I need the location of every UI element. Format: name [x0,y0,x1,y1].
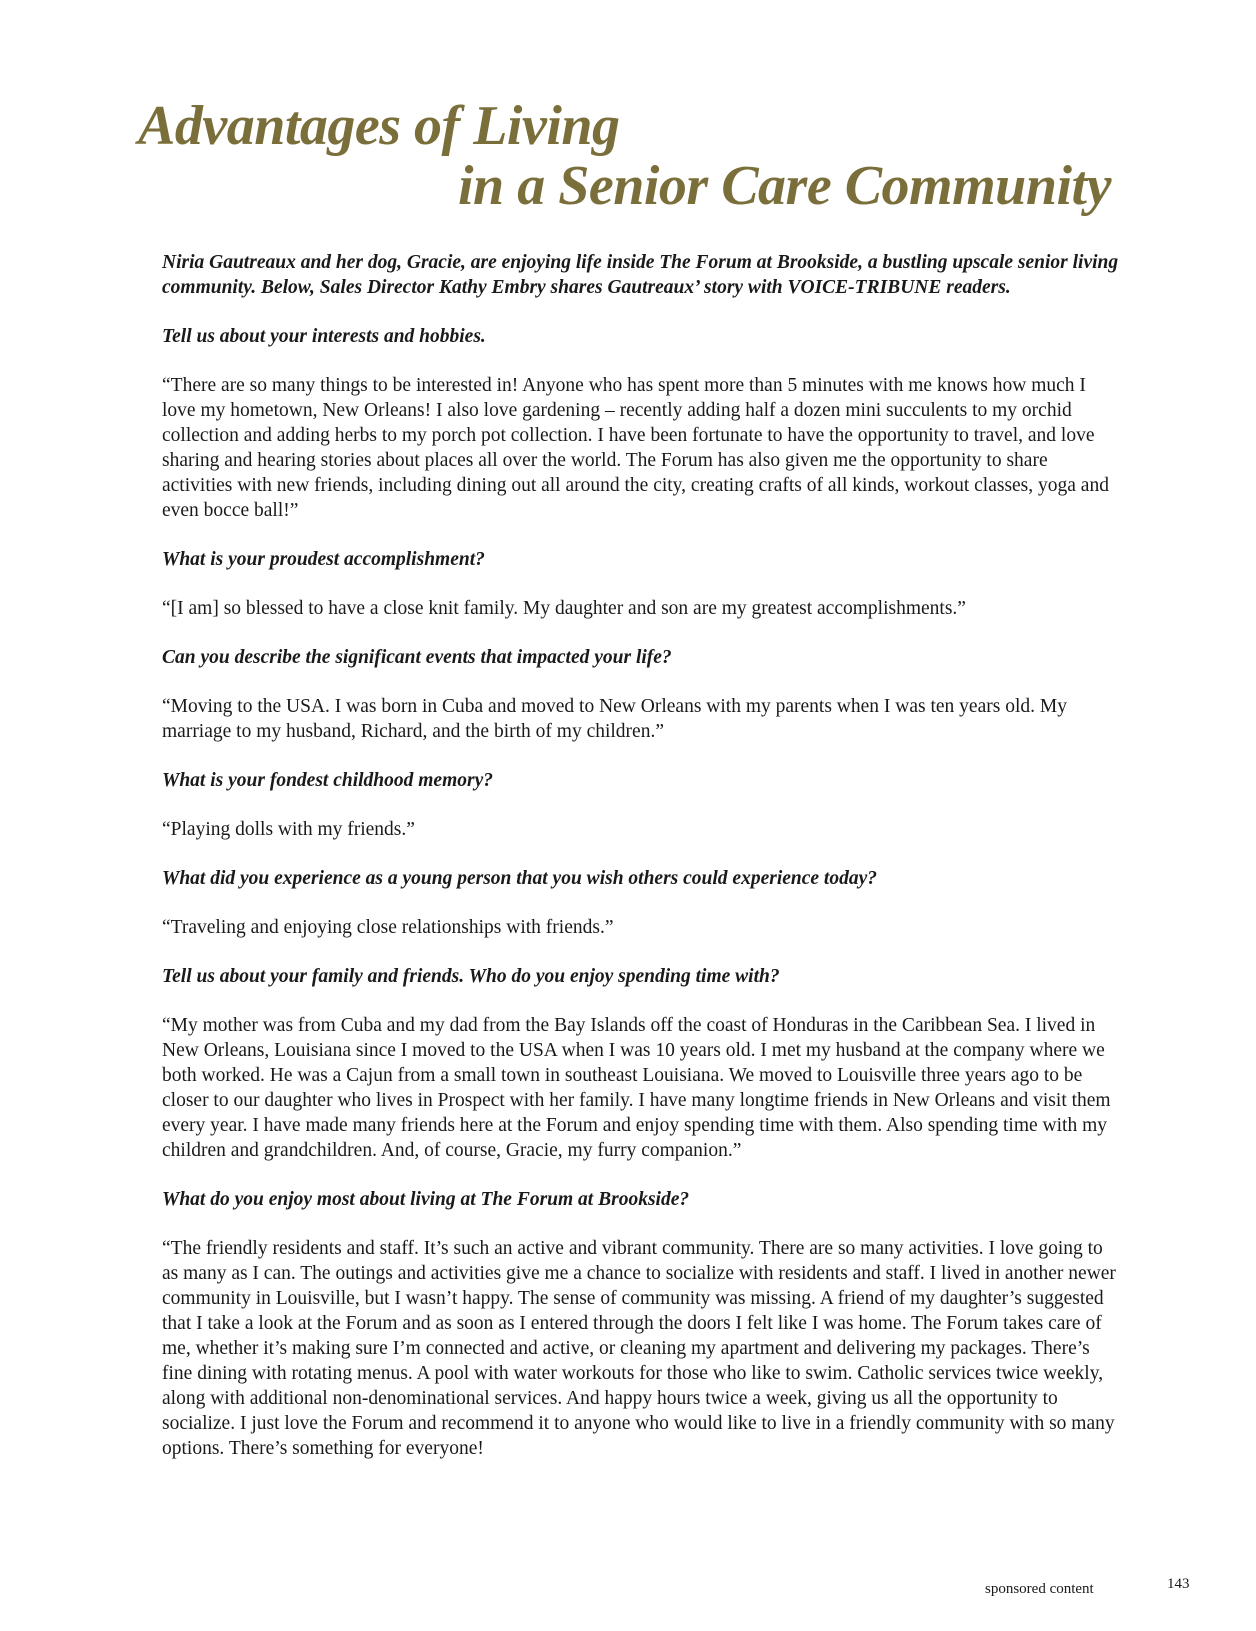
question-3: Can you describe the significant events that impacted your life? [162,647,672,668]
question-7: What do you enjoy most about living at The Forum at Brookside? [162,1189,690,1210]
question-5: What did you experience as a young person that you wish others could experience today? [162,868,878,889]
page-number: 143 [1167,1576,1190,1592]
answer-6: “My mother was from Cuba and my dad from the Bay Islands off the coast of Honduras in the Caribbean Sea. I lived in New Orleans, Louisiana since I moved to the USA when I was 10 years old. I met my husband at the company where we both worked. He was a Cajun from a small town in southeast Louisiana. We moved to Louisville three years ago to be closer to our daughter who lives in Prospect with her family. I have many longtime friends in New Orleans and visit them every year. I have made many friends here at the Forum and enjoy spending time with them. Also spending time with my children and grandchildren. And, of course, Gracie, my furry companion.” [162,1015,1111,1161]
question-4: What is your fondest childhood memory? [162,770,493,791]
intro-paragraph: Niria Gautreaux and her dog, Gracie, are enjoying life inside The Forum at Brookside, a bustling upscale senior living community. Below, Sales Director Kathy Embry shares Gautreaux’ story with VOICE-TRIBUNE readers. [162,252,1119,298]
answer-7: “The friendly residents and staff. It’s such an active and vibrant community. There are so many activities. I love going to as many as I can. The outings and activities give me a chance to socialize with residents and staff. I lived in another newer community in Louisville, but I wasn’t happy. The sense of community was missing. A friend of my daughter’s suggested that I take a look at the Forum and as soon as I entered through the doors I felt like I was home. The Forum takes care of me, whether it’s making sure I’m connected and active, or cleaning my apartment and delivering my packages. There’s fine dining with rotating menus. A pool with water workouts for those who like to swim. Catholic services twice weekly, along with additional non-denominational services. And happy hours twice a week, giving us all the opportunity to socialize. I just love the Forum and recommend it to anyone who would like to live in a friendly community with so many options. There’s something for everyone! [162,1238,1116,1459]
question-6: Tell us about your family and friends. Who do you enjoy spending time with? [162,966,780,987]
question-1: Tell us about your interests and hobbies. [162,326,486,347]
sponsored-content-label: sponsored content [985,1581,1094,1597]
answer-4: “Playing dolls with my friends.” [162,819,415,840]
answer-3: “Moving to the USA. I was born in Cuba and moved to New Orleans with my parents when I was ten years old. My marriage to my husband, Richard, and the birth of my children.” [162,696,1067,742]
article-body [162,250,1122,1485]
question-2: What is your proudest accomplishment? [162,549,485,570]
answer-1: “There are so many things to be interested in! Anyone who has spent more than 5 minutes with me knows how much I love my hometown, New Orleans! I also love gardening – recently adding half a dozen mini succulents to my orchid collection and adding herbs to my porch pot collection. I have been fortunate to have the opportunity to travel, and love sharing and hearing stories about places all over the world. The Forum has also given me the opportunity to share activities with new friends, including dining out all around the city, creating crafts of all kinds, workout classes, yoga and even bocce ball!” [162,375,1109,521]
page-title [0,96,1256,216]
title-line-2: in a Senior Care Community [458,155,1111,217]
answer-5: “Traveling and enjoying close relationships with friends.” [162,917,614,938]
answer-2: “[I am] so blessed to have a close knit family. My daughter and son are my greatest accomplishments.” [162,598,966,619]
title-line-1: Advantages of Living [138,95,620,157]
